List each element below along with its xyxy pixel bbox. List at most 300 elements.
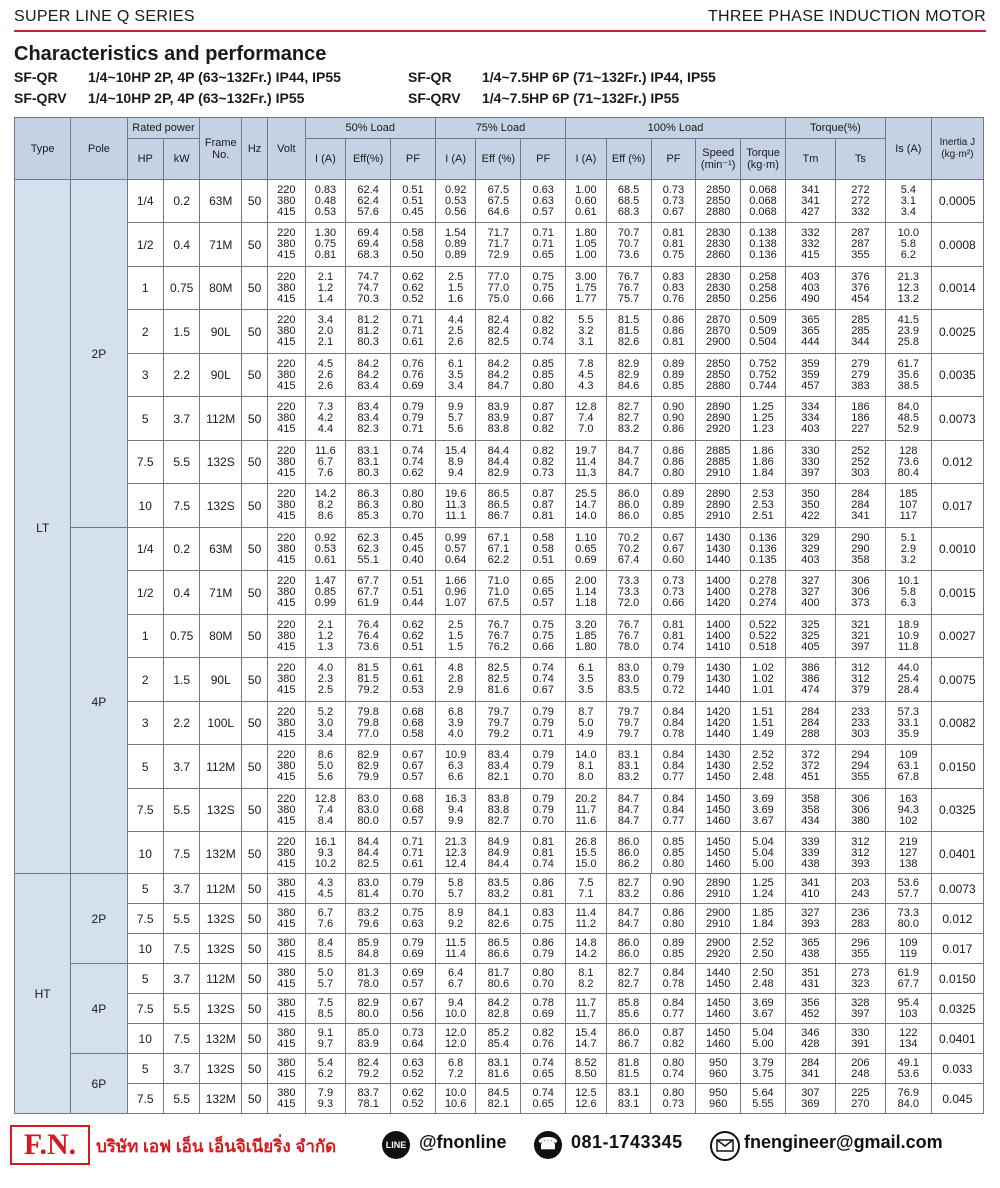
pf50-cell-value: 0.68	[402, 792, 424, 805]
table-row	[15, 964, 984, 994]
i100-cell	[566, 223, 607, 267]
volt-cell-value: 380	[277, 629, 296, 642]
eff100-cell	[606, 1084, 651, 1114]
pf100-cell-value: 0.90	[662, 412, 685, 424]
eff50-cell-value: 62.4	[357, 183, 379, 196]
pf50-cell	[391, 180, 436, 223]
eff100-cell-value: 86.2	[617, 858, 640, 870]
speed-cell-value: 2870	[705, 325, 731, 337]
pf50-cell-value: 0.73	[402, 1026, 424, 1039]
torque-cell-value: 2.52	[752, 936, 774, 949]
speed-cell	[696, 832, 741, 876]
eff50-cell	[346, 1084, 391, 1114]
i75-cell-value: 9.4	[448, 466, 464, 479]
speed-cell	[696, 964, 741, 994]
tm-cell	[785, 484, 835, 528]
is-cell-value: 219	[899, 836, 918, 848]
torque-cell-value: 1.02	[752, 673, 774, 685]
volt-cell-value: 415	[277, 887, 296, 900]
pf100-cell	[651, 310, 696, 354]
pf75-cell	[521, 832, 566, 876]
tm-cell	[785, 832, 835, 876]
pf50-cell-value: 0.61	[402, 673, 424, 685]
hz-cell: 50	[242, 964, 268, 994]
hp-cell: 1/2	[127, 223, 163, 267]
pf75-cell-value: 0.87	[532, 499, 554, 511]
eff100-cell-value: 70.2	[617, 531, 640, 544]
is-cell-value: 25.4	[897, 673, 920, 685]
eff100-cell-value: 84.7	[617, 466, 640, 479]
ts-cell-value: 270	[851, 1097, 870, 1110]
pf100-cell-value: 0.84	[662, 996, 685, 1009]
pole-cell: 4P	[71, 964, 127, 1054]
speed-cell	[696, 223, 741, 267]
eff50-cell-value: 83.4	[357, 401, 379, 413]
pf50-cell-value: 0.51	[402, 575, 424, 587]
is-cell-value: 33.1	[897, 716, 920, 729]
i100-cell-value: 1.85	[575, 629, 597, 642]
i75-cell-value: 10.9	[444, 749, 467, 761]
pf100-cell-value: 0.86	[662, 455, 685, 468]
i100-cell	[566, 789, 607, 832]
i75-cell-value: 19.6	[444, 488, 467, 500]
line-icon: LINE	[382, 1131, 410, 1159]
tm-cell-value: 330	[801, 444, 820, 457]
hz-cell: 50	[242, 658, 268, 702]
eff75-cell-value: 84.4	[487, 858, 510, 870]
pf50-cell	[391, 1024, 436, 1054]
i75-cell	[435, 354, 476, 397]
table-row	[15, 223, 984, 267]
i100-cell	[566, 1084, 607, 1114]
tm-cell-value: 400	[801, 597, 820, 609]
ht-table-body	[15, 874, 984, 1114]
i100-cell-value: 0.69	[575, 553, 597, 566]
volt-cell-value: 415	[277, 466, 296, 479]
pf75-cell-value: 0.65	[532, 575, 554, 587]
tm-cell-value: 428	[801, 1037, 820, 1050]
i75-cell	[435, 658, 476, 702]
col-pf50: PF	[391, 139, 436, 180]
col-is: Is (A)	[885, 118, 931, 180]
eff100-cell-value: 86.0	[617, 936, 640, 949]
pf75-cell-value: 0.79	[532, 716, 554, 729]
email-address[interactable]: fnengineer@gmail.com	[744, 1132, 943, 1152]
i50-cell	[305, 702, 346, 745]
pf50-cell-value: 0.71	[402, 325, 424, 337]
pf75-cell-value: 0.79	[532, 760, 554, 772]
torque-cell-value: 1.84	[752, 466, 774, 479]
torque-cell-value: 0.522	[749, 629, 777, 642]
is-cell-value: 41.5	[897, 314, 920, 326]
tm-cell-value: 358	[801, 803, 820, 816]
eff75-cell	[476, 571, 521, 615]
torque-cell-value: 1.25	[752, 401, 774, 413]
eff50-cell-value: 77.0	[357, 727, 379, 740]
eff100-cell	[606, 484, 651, 528]
volt-cell	[268, 571, 306, 615]
volt-cell-value: 380	[277, 716, 296, 729]
i50-cell-value: 0.75	[314, 238, 337, 250]
eff75-cell-value: 84.5	[487, 1086, 510, 1099]
eff50-cell-value: 76.4	[357, 629, 379, 642]
pf100-cell	[651, 964, 696, 994]
volt-cell-value: 380	[277, 412, 296, 424]
tm-cell-value: 490	[801, 292, 820, 305]
eff50-cell	[346, 484, 391, 528]
pf100-cell	[651, 789, 696, 832]
kw-cell: 7.5	[163, 832, 199, 876]
i100-cell-value: 20.2	[575, 792, 597, 805]
torque-cell-value: 1.86	[752, 455, 774, 468]
torque-cell	[741, 571, 786, 615]
eff50-cell-value: 67.7	[357, 586, 379, 598]
is-cell	[885, 745, 931, 789]
speed-cell	[696, 354, 741, 397]
eff100-cell-value: 86.7	[617, 1037, 640, 1050]
i75-cell-value: 21.3	[444, 836, 467, 848]
eff75-cell-value: 72.9	[487, 249, 510, 261]
eff50-cell-value: 85.0	[357, 1026, 379, 1039]
ts-cell-value: 393	[851, 858, 870, 870]
speed-cell-value: 2870	[705, 314, 731, 326]
i100-cell-value: 2.00	[575, 575, 597, 587]
i75-cell	[435, 874, 476, 904]
tm-cell	[785, 789, 835, 832]
eff50-cell-value: 82.4	[357, 1056, 379, 1069]
kw-cell: 3.7	[163, 1054, 199, 1084]
volt-cell-value: 380	[277, 847, 296, 859]
torque-cell	[741, 1084, 786, 1114]
hp-cell: 1	[127, 615, 163, 658]
pf75-cell-value: 0.73	[532, 466, 554, 479]
footer	[10, 1125, 995, 1165]
i75-cell-value: 1.5	[448, 281, 464, 294]
i50-cell-value: 9.3	[317, 847, 334, 859]
i100-cell-value: 14.2	[575, 947, 597, 960]
torque-cell-value: 2.52	[752, 760, 774, 772]
eff50-cell-value: 73.6	[357, 640, 379, 653]
i50-cell	[305, 1054, 346, 1084]
eff75-cell	[476, 223, 521, 267]
eff75-cell-value: 83.8	[487, 803, 510, 816]
i75-cell-value: 1.6	[448, 292, 464, 305]
pf50-cell-value: 0.62	[402, 281, 424, 294]
line-id[interactable]: @fnonline	[419, 1132, 507, 1152]
ts-cell	[835, 789, 885, 832]
i100-cell	[566, 267, 607, 310]
pf100-cell-value: 0.80	[662, 917, 685, 930]
ts-cell-value: 391	[851, 1037, 870, 1050]
pf100-cell-value: 0.73	[662, 575, 685, 587]
eff75-cell-value: 84.2	[487, 357, 510, 370]
i50-cell-value: 4.5	[317, 887, 334, 900]
hp-cell: 2	[127, 310, 163, 354]
eff50-cell-value: 80.3	[357, 336, 379, 348]
speed-cell-value: 1400	[705, 618, 731, 631]
is-cell-value: 25.8	[897, 336, 920, 348]
frame-cell: 71M	[200, 223, 242, 267]
speed-cell-value: 2830	[705, 281, 731, 294]
pf75-cell	[521, 874, 566, 904]
i50-cell-value: 7.5	[317, 996, 334, 1009]
i75-cell-value: 0.99	[444, 531, 467, 544]
tm-cell-value: 405	[801, 640, 820, 653]
i50-cell-value: 8.6	[317, 510, 334, 522]
i75-cell-value: 2.9	[448, 684, 464, 696]
i50-cell	[305, 874, 346, 904]
phone-icon: ☎	[534, 1131, 562, 1159]
is-cell-value: 67.8	[897, 771, 920, 783]
volt-cell	[268, 934, 306, 964]
i50-cell-value: 7.3	[317, 401, 334, 413]
eff75-cell-value: 67.5	[487, 597, 510, 609]
is-cell-value: 18.9	[897, 618, 920, 631]
pf50-cell-value: 0.61	[402, 662, 424, 674]
inertia-cell: 0.0073	[931, 874, 983, 904]
tm-cell-value: 403	[801, 281, 820, 294]
eff100-cell-value: 72.0	[617, 597, 640, 609]
inertia-cell: 0.0025	[931, 310, 983, 354]
pf50-cell-value: 0.51	[402, 586, 424, 598]
pf75-cell	[521, 484, 566, 528]
tm-cell-value: 438	[801, 858, 820, 870]
i100-cell-value: 14.0	[575, 510, 597, 522]
speed-cell-value: 1420	[705, 597, 731, 609]
speed-cell-value: 2910	[705, 466, 731, 479]
table-row	[15, 874, 984, 904]
eff100-cell	[606, 528, 651, 571]
pf100-cell	[651, 874, 696, 904]
col-pf100: PF	[651, 139, 696, 180]
volt-cell-value: 380	[277, 499, 296, 511]
kw-cell: 0.75	[163, 267, 199, 310]
inertia-cell: 0.0082	[931, 702, 983, 745]
lt-performance-table	[14, 117, 984, 876]
torque-cell-value: 3.69	[752, 803, 774, 816]
i50-cell-value: 1.3	[317, 640, 334, 653]
pf100-cell-value: 0.89	[662, 357, 685, 370]
i100-cell	[566, 528, 607, 571]
i100-cell-value: 5.0	[578, 716, 594, 729]
eff100-cell-value: 84.7	[617, 803, 640, 816]
i50-cell-value: 5.2	[317, 705, 334, 718]
series-name: SUPER LINE Q SERIES	[14, 8, 195, 25]
frame-cell: 90L	[200, 354, 242, 397]
eff75-cell	[476, 1024, 521, 1054]
frame-cell: 90L	[200, 310, 242, 354]
pf50-cell	[391, 934, 436, 964]
pf50-cell	[391, 702, 436, 745]
frame-cell: 80M	[200, 267, 242, 310]
ts-cell-value: 287	[851, 238, 870, 250]
torque-cell	[741, 397, 786, 441]
volt-cell-value: 220	[277, 444, 296, 457]
eff50-cell	[346, 789, 391, 832]
eff50-cell-value: 79.8	[357, 705, 379, 718]
col-i100: I (A)	[566, 139, 607, 180]
hp-cell: 5	[127, 745, 163, 789]
pf50-cell-value: 0.68	[402, 705, 424, 718]
pf50-cell	[391, 994, 436, 1024]
ts-cell-value: 332	[851, 205, 870, 218]
col-torque-pct: Torque(%)	[785, 118, 885, 139]
speed-cell	[696, 528, 741, 571]
is-cell-value: 53.6	[897, 1067, 919, 1080]
eff75-cell-value: 86.5	[487, 488, 510, 500]
speed-cell-value: 950	[709, 1086, 728, 1099]
i100-cell-value: 7.5	[578, 876, 594, 889]
eff75-cell-value: 67.5	[487, 194, 510, 207]
eff50-cell-value: 84.2	[357, 368, 379, 381]
pf50-cell-value: 0.57	[402, 771, 424, 783]
eff50-cell-value: 84.4	[357, 847, 379, 859]
i100-cell	[566, 702, 607, 745]
volt-cell-value: 415	[277, 379, 296, 392]
torque-cell-value: 2.51	[752, 510, 774, 522]
torque-cell-value: 2.53	[752, 488, 774, 500]
ts-cell-value: 355	[851, 249, 870, 261]
hz-cell: 50	[242, 1054, 268, 1084]
tm-cell	[785, 267, 835, 310]
tm-cell-value: 341	[801, 183, 820, 196]
i75-cell-value: 1.07	[444, 597, 467, 609]
eff50-cell	[346, 934, 391, 964]
pf75-cell-value: 0.87	[532, 412, 554, 424]
kw-cell: 2.2	[163, 702, 199, 745]
eff75-cell-value: 82.4	[487, 314, 510, 326]
torque-cell-value: 5.55	[752, 1097, 774, 1110]
ts-cell-value: 380	[851, 814, 870, 827]
speed-cell	[696, 1024, 741, 1054]
i100-cell-value: 8.1	[578, 966, 594, 979]
pf50-cell	[391, 354, 436, 397]
eff50-cell	[346, 310, 391, 354]
volt-cell	[268, 397, 306, 441]
torque-cell-value: 3.79	[752, 1056, 774, 1069]
col-tm: Tm	[785, 139, 835, 180]
pf50-cell-value: 0.69	[402, 379, 424, 392]
ts-cell-value: 284	[851, 488, 870, 500]
eff100-cell-value: 86.0	[617, 836, 640, 848]
volt-cell	[268, 267, 306, 310]
eff75-cell-value: 83.1	[487, 1056, 510, 1069]
pf75-cell-value: 0.58	[532, 531, 554, 544]
i50-cell	[305, 354, 346, 397]
frame-cell: 132M	[200, 1084, 242, 1114]
is-cell	[885, 310, 931, 354]
pf75-cell-value: 0.63	[532, 194, 554, 207]
is-cell-value: 127	[899, 847, 918, 859]
company-name: บริษัท เอฟ เอ็น เอ็นจิเนียริ่ง จำกัด	[96, 1137, 337, 1156]
torque-cell-value: 0.274	[749, 597, 777, 609]
ts-cell	[835, 934, 885, 964]
pf75-cell	[521, 615, 566, 658]
i75-cell-value: 9.4	[448, 996, 464, 1009]
pf75-cell-value: 0.75	[532, 618, 554, 631]
kw-cell: 5.5	[163, 994, 199, 1024]
i100-cell-value: 25.5	[575, 488, 597, 500]
speed-cell-value: 2900	[705, 906, 731, 919]
eff100-cell	[606, 874, 651, 904]
i100-cell-value: 4.3	[578, 379, 594, 392]
torque-cell-value: 5.04	[752, 1026, 774, 1039]
ts-cell	[835, 874, 885, 904]
ts-cell	[835, 994, 885, 1024]
ts-cell-value: 454	[851, 292, 870, 305]
volt-cell-value: 380	[277, 996, 296, 1009]
eff75-cell-value: 77.0	[487, 281, 510, 294]
pf50-cell	[391, 528, 436, 571]
pf100-cell-value: 0.80	[662, 1086, 685, 1099]
i75-cell-value: 5.8	[448, 876, 464, 889]
pf100-cell-value: 0.83	[662, 281, 685, 294]
i50-cell-value: 0.53	[314, 205, 337, 218]
i100-cell	[566, 354, 607, 397]
pf100-cell-value: 0.73	[662, 1097, 685, 1110]
torque-cell-value: 2.50	[752, 947, 774, 960]
volt-cell-value: 380	[277, 368, 296, 381]
eff75-cell-value: 82.1	[487, 771, 510, 783]
i100-cell-value: 8.0	[578, 771, 594, 783]
torque-cell	[741, 789, 786, 832]
tm-cell	[785, 964, 835, 994]
is-cell	[885, 1084, 931, 1114]
pf50-cell-value: 0.56	[402, 1007, 424, 1020]
hp-cell: 5	[127, 1054, 163, 1084]
torque-cell	[741, 223, 786, 267]
i100-cell	[566, 994, 607, 1024]
i75-cell-value: 0.53	[444, 194, 467, 207]
pf75-cell-value: 0.74	[532, 858, 554, 870]
i100-cell-value: 15.5	[575, 847, 597, 859]
pf50-cell	[391, 1084, 436, 1114]
inertia-cell: 0.012	[931, 441, 983, 484]
tm-cell-value: 427	[801, 205, 820, 218]
pf50-cell-value: 0.74	[402, 444, 424, 457]
spec-model: SF-QR	[408, 69, 452, 85]
i100-cell-value: 8.1	[578, 760, 594, 772]
volt-cell-value: 380	[277, 936, 296, 949]
pf100-cell-value: 0.84	[662, 760, 685, 772]
eff75-cell-value: 71.7	[487, 227, 510, 239]
i75-cell	[435, 397, 476, 441]
table-row	[15, 832, 984, 876]
phone-number[interactable]: 081-1743345	[571, 1132, 683, 1152]
speed-cell-value: 2880	[705, 205, 731, 218]
eff75-cell	[476, 354, 521, 397]
tm-cell-value: 284	[801, 1056, 820, 1069]
eff75-cell-value: 83.4	[487, 760, 510, 772]
pf50-cell	[391, 571, 436, 615]
eff50-cell-value: 74.7	[357, 270, 379, 283]
eff75-cell-value: 82.9	[487, 466, 510, 479]
i100-cell-value: 3.00	[575, 270, 597, 283]
i50-cell	[305, 267, 346, 310]
eff100-cell-value: 84.7	[617, 917, 640, 930]
eff100-cell	[606, 745, 651, 789]
torque-cell-value: 0.138	[749, 227, 777, 239]
speed-cell-value: 2850	[705, 183, 731, 196]
is-cell	[885, 354, 931, 397]
hz-cell: 50	[242, 789, 268, 832]
torque-cell-value: 0.518	[749, 640, 777, 653]
i75-cell-value: 9.9	[448, 401, 464, 413]
ts-cell-value: 290	[851, 542, 870, 555]
pf50-cell	[391, 745, 436, 789]
speed-cell	[696, 904, 741, 934]
eff100-cell	[606, 267, 651, 310]
